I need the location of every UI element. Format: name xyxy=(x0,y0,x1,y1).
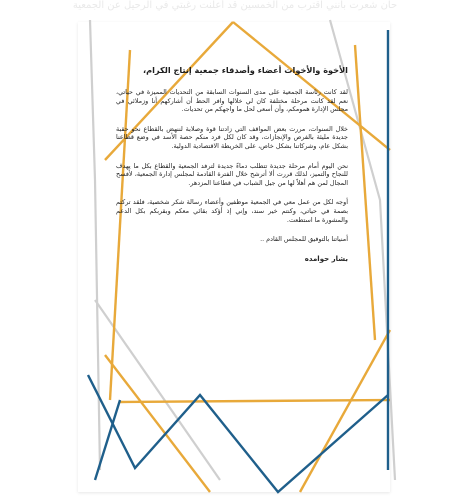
gold-frame-bottom-left xyxy=(105,355,210,492)
letter-signature: بشار حوامده xyxy=(304,254,348,263)
letter-paragraph-3: نحن اليوم أمام مرحلة جديدة تتطلب دماءً جديدة لترفد الجمعية والقطاع بكل ما يهدف للنجاح والتميز، لذلك قررت ألا أترشح خلال الفترة القادمة لمجلس إدارة الجمعية، لأفسح المجال لمن هم أهلاً لها من جيل الشباب في قطاعنا المزدهر. xyxy=(116,161,348,187)
letter-paragraph-1: لقد كانت رئاسة الجمعية على مدى السنوات السابقة من التحديات المميزة في حياتي، نعم لقد كانت مرحلة مختلفة كان لي خلالها وافر الحظ أن أشاركهم أنا وزملائي في مجلس الإدارة همومكم، وأن أسعى لحل ما واجهكم من تحديات. xyxy=(116,88,348,114)
gold-frame-bottom-right xyxy=(300,330,390,492)
gold-frame-right xyxy=(355,45,375,340)
grey-line-left xyxy=(90,20,100,470)
letter-title: الأخوة والأخوات أعضاء وأصدقاء جمعية إنتاج الكرام، xyxy=(143,65,348,75)
letter-body xyxy=(116,65,348,263)
faded-header-text: حان شعرت بأنني اقترب من الخمسين قد أعلنت رغبتي في الرحيل عن الجمعية xyxy=(72,0,398,11)
letter-paragraph-2: خلال السنوات، مررت بعض المواقف التي زادتنا قوة وصلابة لننهض بالقطاع نحو حقبة جديدة مليئة بالفرص والإنجازات، وقد كان لكل فرد منكم حصة الأسد في وضع قطاعنا بشكل عام، وشركاتنا بشكل خاص، على الخريطة الاقتصادية الدولية. xyxy=(116,124,348,150)
letter-paragraph-4: أوجه لكل من عمل معي في الجمعية موظفين وأعضاء رسالة شكر شخصية، فلقد تركتم بصمة في حياتي، وكنتم خير سند، وإني إذ أؤكد بقائي معكم وبقربكم بكل الدعم والمشورة ما استطعت. xyxy=(116,198,348,224)
letter-paragraph-5: أمنياتنا بالتوفيق للمجلس القادم .. xyxy=(260,235,348,244)
